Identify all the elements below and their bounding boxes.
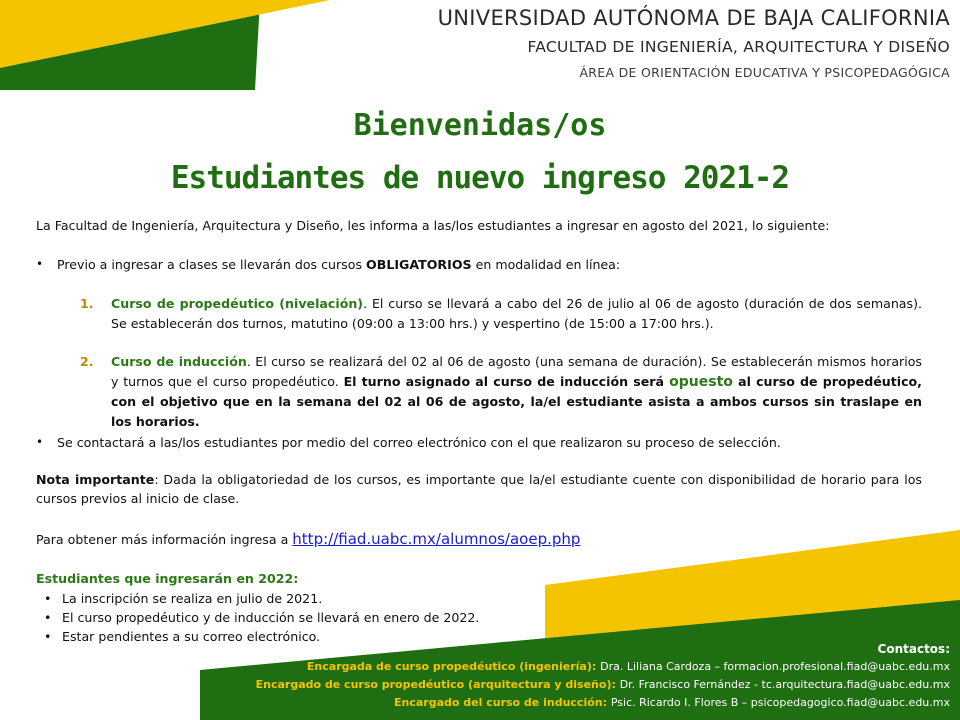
bullet-courses: • Previo a ingresar a clases se llevarán dos cursos OBLIGATORIOS en modalidad en línea: — [36, 257, 621, 272]
list-item: • Estar pendientes a su correo electrónico. — [44, 629, 321, 644]
info-link[interactable]: http://fiad.uabc.mx/alumnos/aoep.php — [292, 530, 581, 548]
bullet-icon: • — [36, 435, 44, 449]
bullet-contact: • Se contactará a las/los estudiantes por medio del correo electrónico con el que realizaron su proceso de selección. — [36, 435, 781, 450]
more-info: Para obtener más información ingresa a http://fiad.uabc.mx/alumnos/aoep.php — [36, 530, 581, 548]
subtitle: Estudiantes de nuevo ingreso 2021-2 — [170, 160, 790, 196]
course-2: 2. Curso de inducción. El curso se realizará del 02 al 06 de agosto (una semana de duración). Se establecerán mismos horarios y turnos que el curso propedéutico. El turno asignado al curso de inducción será opuesto al curso de propedéutico, con el objetivo que en la semana del 02 al 06 de agosto, la/el estudiante asista a ambos cursos sin traslape en los horarios. — [80, 354, 922, 429]
bullet-icon: • — [36, 257, 44, 271]
important-note: Nota importante: Dada la obligatoriedad de los cursos, es importante que la/el estudiante cuente con disponibilidad de horario para los cursos previos al inicio de clase. — [36, 472, 922, 506]
students-2022-list — [44, 589, 479, 646]
contact-row: Encargada de curso propedéutico (ingeniería): Dra. Liliana Cardoza – formacion.profesional.fiad@uabc.edu.mx — [306, 660, 950, 673]
contact-row: Encargado del curso de inducción: Psic. Ricardo I. Flores B – psicopedagogico.fiad@uabc.edu.mx — [394, 696, 950, 709]
university-name: UNIVERSIDAD AUTÓNOMA DE BAJA CALIFORNIA — [437, 6, 950, 30]
area-name: ÁREA DE ORIENTACIÓN EDUCATIVA Y PSICOPEDAGÓGICA — [579, 65, 950, 80]
list-item: • El curso propedéutico y de inducción se llevará en enero de 2022. — [44, 610, 480, 625]
course-1: 1. Curso de propedéutico (nivelación). El curso se llevará a cabo del 26 de julio al 06 de agosto (duración de dos semanas). Se establecerán dos turnos, matutino (09:00 a 13:00 hrs.) y vespertino (de 15:00 a 17:00 hrs.). — [80, 296, 922, 331]
course-2-name: Curso de inducción — [111, 354, 247, 369]
intro-text: La Facultad de Ingeniería, Arquitectura y Diseño, les informa a las/los estudiantes a ingresar en agosto del 2021, lo siguiente: — [36, 218, 830, 233]
students-2022-heading: Estudiantes que ingresarán en 2022: — [36, 571, 299, 586]
course-1-name: Curso de propedéutico (nivelación) — [111, 296, 364, 311]
welcome-title: Bienvenidas/os — [353, 108, 607, 143]
faculty-name: FACULTAD DE INGENIERÍA, ARQUITECTURA Y DISEÑO — [527, 38, 950, 56]
list-item: • La inscripción se realiza en julio de 2021. — [44, 591, 323, 606]
contacts-title: Contactos: — [877, 642, 950, 656]
contacts-block — [256, 640, 950, 712]
contact-row: Encargado de curso propedéutico (arquitectura y diseño): Dr. Francisco Fernández - tc.arquitectura.fiad@uabc.edu.mx — [255, 678, 950, 691]
opuesto-word: opuesto — [669, 373, 733, 390]
